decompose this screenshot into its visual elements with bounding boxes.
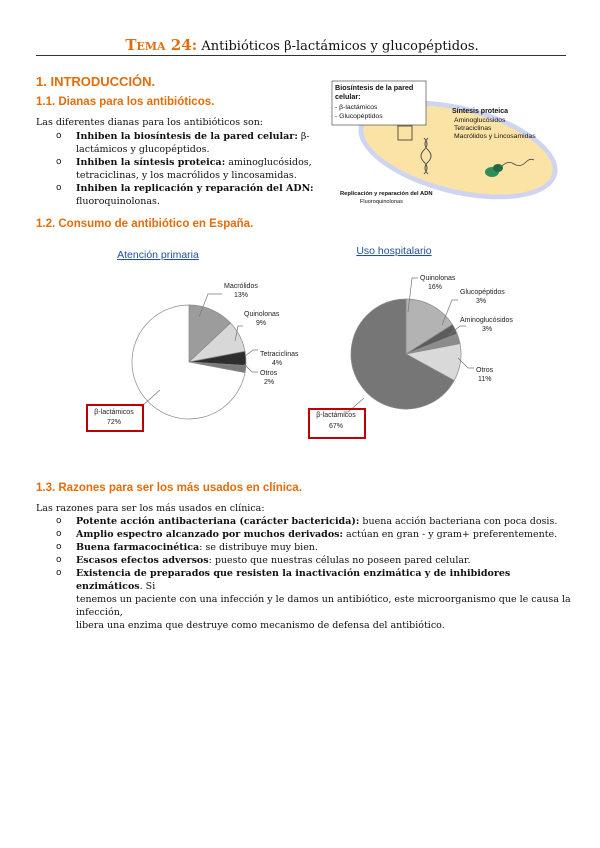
section-1-3-intro: Las razones para ser los más usados en clínica: [36, 503, 265, 514]
protein-title: Síntesis proteica [452, 108, 509, 115]
section-1-heading: 1. INTRODUCCIÓN. [36, 74, 156, 89]
item-text: : puesto que nuestras células no poseen pared celular. [208, 555, 471, 566]
bullet-marker: o [56, 542, 62, 552]
section-1-3-heading: 1.3. Razones para ser los más usados en clínica. [36, 482, 302, 494]
list-item [52, 541, 572, 554]
tema-title: Antibióticos β-lactámicos y glucopéptidos. [201, 39, 479, 54]
item-bold: Buena farmacocinética [76, 542, 200, 553]
item-text-line2: fluoroquinolonas. [76, 196, 160, 207]
section-1-1-intro: Las diferentes dianas para los antibióticos son: [36, 117, 264, 128]
label-otros: Otros [476, 367, 494, 374]
chart-title: Atención primaria [117, 249, 199, 261]
bullet-marker: o [56, 555, 62, 565]
highlight-box-primaria [86, 404, 144, 432]
label-quinolonas: Quinolonas [420, 275, 456, 282]
item-text: . Si [139, 581, 156, 592]
bacteria-diagram [330, 78, 570, 208]
chart-title: Uso hospitalario [356, 245, 432, 257]
dna-item: Fluoroquinolonas [360, 199, 403, 205]
value-blactamicos: 72% [106, 419, 122, 426]
item-text: : se distribuye muy bien. [199, 542, 318, 553]
bullet-marker: o [56, 157, 62, 167]
highlight-box-hospitalario [308, 408, 366, 439]
list-item [52, 156, 322, 182]
bullet-marker: o [56, 516, 62, 526]
value-aminoglucosidos: 3% [482, 326, 493, 333]
item-text: buena acción bacteriana con poca dosis. [359, 516, 558, 527]
item-text-line2: tenemos un paciente con una infección y le damos un antibiótico, este microorganismo que le causa la infección, [76, 594, 571, 618]
protein-item-1: Aminoglucósidos [454, 117, 506, 124]
section-1-1-heading: 1.1. Dianas para los antibióticos. [36, 96, 215, 108]
header-divider [36, 55, 566, 56]
label-quinolonas: Quinolonas [244, 311, 280, 318]
item-text: β- [297, 131, 310, 142]
wall-title-1: Biosíntesis de la pared [335, 83, 414, 92]
value-otros: 11% [478, 376, 492, 383]
value-quinolonas: 9% [256, 320, 267, 327]
item-text: actúan en gran - y gram+ preferentemente. [343, 529, 558, 540]
item-bold: Inhiben la biosíntesis de la pared celular: [76, 131, 298, 142]
label-macrolidos: Macrólidos [224, 283, 258, 290]
label-otros: Otros [260, 370, 278, 377]
item-text: aminoglucósidos, [225, 157, 312, 168]
list-item [52, 528, 572, 541]
value-otros: 2% [264, 379, 275, 386]
item-text-line2: tetraciclinas, y los macrólidos y lincosamidas. [76, 170, 297, 181]
label-glucopeptidos: Glucopéptidos [460, 289, 505, 296]
list-item [52, 554, 572, 567]
value-blactamicos: 67% [328, 423, 344, 430]
value-glucopeptidos: 3% [476, 298, 487, 305]
item-bold: Inhiben la síntesis proteica: [76, 157, 226, 168]
item-text-line2: lactámicos y glucopéptidos. [76, 144, 210, 155]
item-bold: Amplio espectro alcanzado por muchos derivados: [76, 529, 344, 540]
reasons-list [52, 515, 572, 632]
label-blactamicos: β-lactámicos [316, 412, 356, 419]
bullet-marker: o [56, 183, 62, 193]
value-quinolonas: 16% [428, 284, 443, 291]
label-tetraciclinas: Tetraciclinas [260, 351, 299, 358]
section-1-2-heading: 1.2. Consumo de antibiótico en España. [36, 218, 254, 230]
item-bold: Potente acción antibacteriana (carácter bactericida): [76, 516, 360, 527]
label-aminoglucosidos: Aminoglucósidos [460, 317, 513, 324]
list-item [52, 182, 322, 208]
bullet-marker: o [56, 529, 62, 539]
list-item [52, 130, 322, 156]
item-bold: Existencia de preparados que resisten la inactivación enzimática y de inhibidores enzimáticos [76, 568, 511, 592]
page-header [40, 36, 564, 54]
bullet-marker: o [56, 568, 62, 578]
value-macrolidos: 13% [234, 292, 249, 299]
list-item [52, 515, 572, 528]
value-tetraciclinas: 4% [272, 360, 283, 367]
item-bold: Inhiben la replicación y reparación del ADN: [76, 183, 314, 194]
bullet-marker: o [56, 131, 62, 141]
dna-title: Replicación y reparación del ADN [340, 191, 433, 197]
protein-item-3: Macrólidos y Lincosamidas [454, 133, 536, 140]
tema-label: Tema 24: [125, 36, 198, 54]
protein-item-2: Tetraciclinas [454, 125, 492, 132]
item-text-line3: libera una enzima que destruye como mecanismo de defensa del antibiótico. [76, 620, 445, 631]
leader-line-tetraciclinas [245, 350, 258, 356]
item-bold: Escasos efectos adversos [76, 555, 209, 566]
wall-item-1: - β-lactámicos [335, 104, 378, 111]
targets-list [52, 130, 322, 208]
ribosome-subunit-icon [493, 164, 503, 172]
wall-title-2: celular: [335, 92, 361, 101]
label-blactamicos: β-lactámicos [94, 409, 134, 416]
list-item [52, 567, 572, 632]
wall-item-2: - Glucopéptidos [335, 113, 383, 120]
